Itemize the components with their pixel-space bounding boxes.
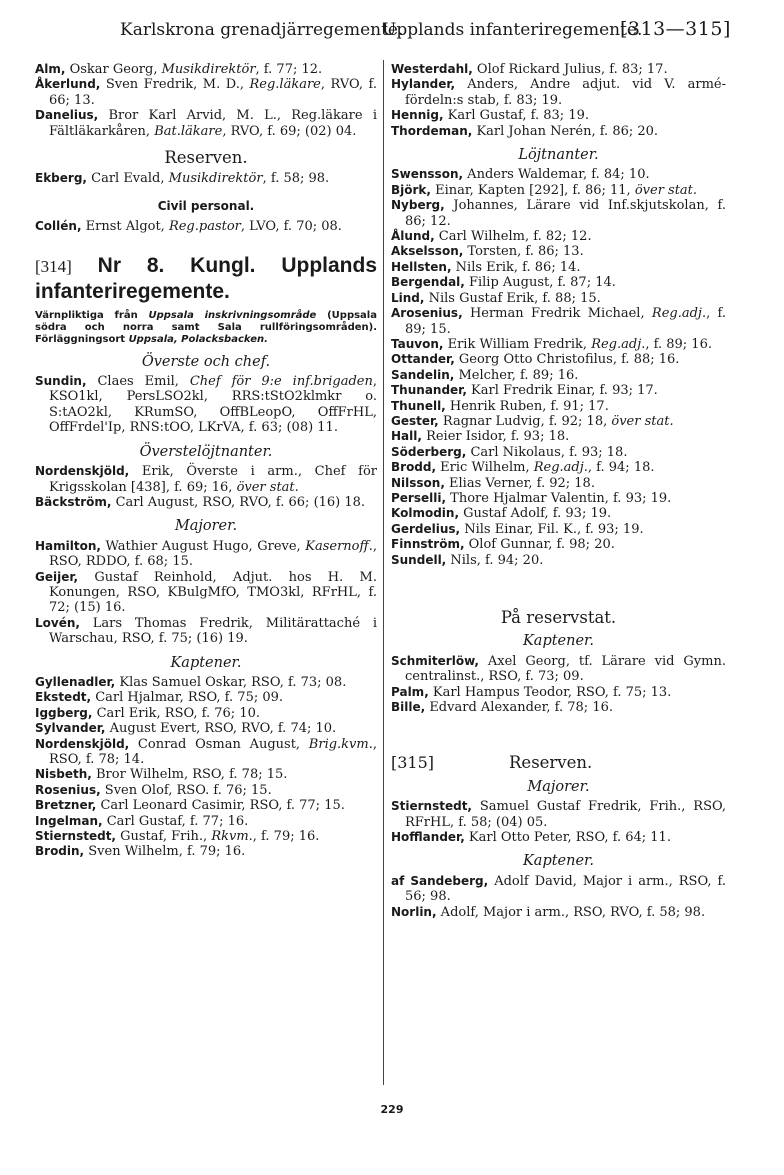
roster-entry: Stiernstedt, Gustaf, Frih., Rkvm., f. 79; 16. (35, 829, 320, 845)
regiment-title: Nr 8. Kungl. Upplands infanteriregemente. (35, 253, 378, 303)
roster-entry: Söderberg, Carl Nikolaus, f. 93; 18. (391, 444, 628, 460)
person-surname: Bille, (391, 700, 426, 715)
roster-entry: Hellsten, Nils Erik, f. 86; 14. (391, 259, 581, 275)
roster-entry: Gyllenadler, Klas Samuel Oskar, RSO, f. 73; 08. (35, 674, 347, 690)
roster-entry: Åkerlund, Sven Fredrik, M. D., Reg.läkare, RVO, f. 66; 13. (35, 77, 378, 108)
entries-top (35, 62, 377, 139)
category-overstelojtnanter: Överstelöjtnanter. (139, 443, 273, 460)
person-surname: Nyberg, (391, 198, 445, 213)
person-surname: Lovén, (35, 615, 80, 630)
regiment-info-a: Värnpliktiga från (35, 309, 149, 321)
roster-entry: Nordenskjöld, Conrad Osman August, Brig.kvm., RSO, f. 78; 14. (35, 736, 377, 767)
roster-entry: Ekberg, Carl Evald, Musikdirektör, f. 58; 98. (35, 171, 330, 187)
roster-entry: Hofflander, Karl Otto Peter, RSO, f. 64; 11. (391, 830, 671, 846)
person-surname: Rosenius, (35, 782, 101, 797)
roster-entry: Gerdelius, Nils Einar, Fil. K., f. 93; 19. (391, 521, 644, 537)
person-surname: Gyllenadler, (35, 674, 116, 689)
person-surname: Norlin, (391, 904, 437, 919)
entry-title: Musikdirektör (161, 62, 256, 77)
roster-entry: Norlin, Adolf, Major i arm., RSO, RVO, f. 58; 98. (391, 904, 706, 920)
person-surname: Bergendal, (391, 275, 465, 290)
category-reservstat-kaptener: Kaptener. (522, 633, 595, 650)
person-surname: Nordenskjöld, (35, 464, 130, 479)
regiment-info-district: Uppsala inskrivningsområde (148, 309, 317, 321)
person-surname: Söderberg, (391, 444, 467, 459)
person-surname: Swensson, (391, 167, 464, 182)
roster-entry: Brodd, Eric Wilhelm, Reg.adj., f. 94; 18. (391, 460, 655, 476)
roster-entry: Ingelman, Carl Gustaf, f. 77; 16. (35, 813, 249, 829)
roster-entry: Swensson, Anders Waldemar, f. 84; 10. (391, 167, 650, 183)
person-surname: Schmiterlöw, (391, 653, 479, 668)
regiment-info (35, 310, 377, 346)
roster-entry: Stiernstedt, Samuel Gustaf Fredrik, Frih., RSO, RFrHL, f. 58; (04) 05. (391, 799, 726, 830)
roster-entry: Sylvander, August Evert, RSO, RVO, f. 74; 10. (35, 721, 337, 737)
person-surname: Ottander, (391, 352, 455, 367)
person-surname: Brodin, (35, 844, 85, 859)
person-surname: Finnström, (391, 537, 465, 552)
person-surname: Akselsson, (391, 244, 464, 259)
roster-entry: Brodin, Sven Wilhelm, f. 79; 16. (35, 844, 246, 860)
roster-entry: Akselsson, Torsten, f. 86; 13. (391, 244, 584, 260)
person-surname: Westerdahl, (391, 62, 473, 76)
person-surname: Iggberg, (35, 705, 93, 720)
section-title-reservstat: På reservstat. (500, 608, 617, 627)
reservstat-list (391, 654, 726, 716)
roster-entry: Hamilton, Wathier August Hugo, Greve, Kasernoff., RSO, RDDO, f. 68; 15. (35, 538, 377, 570)
person-surname: Stiernstedt, (391, 799, 472, 814)
roster-entry: Palm, Karl Hampus Teodor, RSO, f. 75; 13. (391, 684, 672, 700)
category-reserven-kaptener: Kaptener. (522, 853, 595, 870)
roster-entry: Lovén, Lars Thomas Fredrik, Militärattaché i Warschau, RSO, f. 75; (16) 19. (35, 615, 377, 647)
person-surname: Ålund, (391, 229, 435, 244)
person-surname: Nilsson, (391, 475, 445, 490)
roster-entry: Danelius, Bror Karl Arvid, M. L., Reg.läkare i Fältläkarkåren, Bat.läkare, RVO, f. 69; (02) 04. (35, 108, 377, 139)
roster-entry: Hall, Reier Isidor, f. 93; 18. (391, 429, 570, 445)
person-surname: af Sandeberg, (391, 873, 489, 888)
entry-title: Reg.adj. (533, 460, 588, 476)
person-surname: Sundin, (35, 374, 87, 389)
page-number: 229 (380, 1103, 404, 1116)
person-surname: Bäckström, (35, 494, 112, 509)
person-surname: Kolmodin, (391, 506, 459, 521)
roster-entry: af Sandeberg, Adolf David, Major i arm., RSO, f. 56; 98. (391, 873, 726, 905)
category-overste: Överste och chef. (141, 353, 271, 370)
roster-entry: Geijer, Gustaf Reinhold, Adjut. hos H. M. Konungen, RSO, KBulgMfO, TMO3kl, RFrHL, f. 72; (15) 16. (35, 569, 377, 616)
person-surname: Arosenius, (391, 306, 463, 321)
roster-entry: Thunander, Karl Fredrik Einar, f. 93; 17. (391, 383, 658, 399)
person-surname: Thunander, (391, 383, 467, 398)
person-surname: Hofflander, (391, 830, 465, 845)
entry-title: över stat. (634, 182, 698, 198)
person-surname: Hellsten, (391, 259, 452, 274)
category-majorer: Majorer. (174, 518, 238, 535)
roster-entry: Nordenskjöld, Erik, Överste i arm., Chef för Krigsskolan [438], f. 69; 16, över stat. (35, 464, 377, 495)
roster-entry: Sundin, Claes Emil, Chef för 9:e inf.brigaden, KSO1kl, PersLSO2kl, RRS:tStO2klmkr o. S:tAO2kl, KRumSO, OffBLeopO, OffFrHL, OffFrdel'Ip, RNS:tOO, LKrVA, f. 63; (08) 11. (35, 374, 377, 436)
roster-entry: Sundell, Nils, f. 94; 20. (391, 552, 544, 568)
person-surname: Brodd, (391, 460, 437, 475)
roster-entry: Bäckström, Carl August, RSO, RVO, f. 66; (16) 18. (35, 494, 366, 510)
reserven-kaptener-list (391, 874, 726, 920)
reserven-majorer-list (391, 799, 726, 845)
roster-entry: Nyberg, Johannes, Lärare vid Inf.skjutskolan, f. 86; 12. (391, 198, 726, 229)
category-reserven-majorer: Majorer. (527, 778, 590, 795)
lojtnanter-list (391, 167, 726, 568)
entry-title: Rkvm. (211, 829, 253, 845)
roster-entry: Schmiterlöw, Axel Georg, tf. Lärare vid Gymn. centralinst., RSO, f. 73; 09. (391, 653, 726, 685)
reserven-page-ref: [315] (391, 753, 435, 773)
kaptener-list (35, 675, 377, 860)
reserven-entry (35, 171, 377, 186)
entry-title: Brig.kvm. (308, 736, 373, 752)
person-surname: Hylander, (391, 77, 456, 92)
roster-entry: Hennig, Karl Gustaf, f. 83; 19. (391, 108, 589, 124)
roster-entry: Westerdahl, Olof Rickard Julius, f. 83; 17. (391, 62, 668, 77)
roster-entry: Bretzner, Carl Leonard Casimir, RSO, f. 77; 15. (35, 798, 345, 814)
reserven-title: Reserven. (509, 753, 593, 773)
person-surname: Collén, (35, 219, 82, 234)
entry-title: Reg.adj. (591, 336, 646, 352)
running-header (0, 20, 784, 50)
roster-entry: Alm, Oskar Georg, Musikdirektör, f. 77; 12. (35, 62, 323, 77)
roster-entry: Nisbeth, Bror Wilhelm, RSO, f. 78; 15. (35, 767, 288, 783)
regiment-heading (35, 253, 377, 304)
person-surname: Lind, (391, 290, 425, 305)
header-center: Upplands infanteriregemente. (382, 20, 643, 40)
roster-entry: Iggberg, Carl Erik, RSO, f. 76; 10. (35, 705, 260, 721)
person-surname: Danelius, (35, 108, 99, 123)
roster-entry: Björk, Einar, Kapten [292], f. 86; 11, över stat. (391, 182, 698, 198)
person-surname: Hamilton, (35, 538, 101, 553)
right-column (391, 62, 726, 920)
roster-entry: Lind, Nils Gustaf Erik, f. 88; 15. (391, 290, 601, 306)
reserven-heading (391, 753, 726, 773)
person-surname: Bretzner, (35, 798, 97, 813)
person-surname: Stiernstedt, (35, 829, 116, 844)
roster-entry: Sandelin, Melcher, f. 89; 16. (391, 367, 579, 383)
person-surname: Björk, (391, 182, 431, 197)
regiment-info-location: Uppsala, Polacksbacken. (128, 333, 268, 345)
person-surname: Hall, (391, 429, 422, 444)
person-surname: Åkerlund, (35, 77, 101, 92)
roster-entry: Ekstedt, Carl Hjalmar, RSO, f. 75; 09. (35, 690, 284, 706)
entry-title: Chef för 9:e inf.brigaden (189, 374, 373, 390)
majorer-list (35, 539, 377, 647)
roster-entry: Hylander, Anders, Andre adjut. vid V. armé-fördeln:s stab, f. 83; 19. (391, 77, 726, 108)
person-surname: Gerdelius, (391, 521, 461, 536)
person-surname: Thunell, (391, 398, 446, 413)
person-surname: Thordeman, (391, 123, 473, 138)
person-surname: Palm, (391, 684, 429, 699)
civil-entry (35, 219, 377, 234)
right-entries-top (391, 62, 726, 139)
person-surname: Ekstedt, (35, 690, 92, 705)
entry-title: Bat.läkare (154, 123, 223, 139)
roster-entry: Arosenius, Herman Fredrik Michael, Reg.adj., f. 89; 15. (391, 306, 726, 337)
entry-title: över stat. (236, 479, 299, 495)
person-surname: Hennig, (391, 108, 444, 123)
person-surname: Nordenskjöld, (35, 736, 130, 751)
person-surname: Perselli, (391, 490, 447, 505)
roster-entry: Bille, Edvard Alexander, f. 78; 16. (391, 700, 613, 716)
person-surname: Sandelin, (391, 367, 455, 382)
roster-entry: Thunell, Henrik Ruben, f. 91; 17. (391, 398, 609, 414)
column-divider (383, 60, 384, 1085)
section-title-reserven: Reserven. (164, 148, 248, 168)
person-surname: Nisbeth, (35, 767, 92, 782)
category-kaptener: Kaptener. (170, 654, 242, 671)
regiment-page-ref: [314] (35, 256, 72, 276)
entry-title: Musikdirektör (168, 171, 263, 187)
header-page-range: [313—315] (620, 18, 731, 40)
header-left: Karlskrona grenadjärregemente. (120, 20, 404, 40)
roster-entry: Collén, Ernst Algot, Reg.pastor, LVO, f. 70; 08. (35, 219, 342, 235)
section-title-civil: Civil personal. (157, 198, 255, 213)
category-lojtnanter: Löjtnanter. (518, 147, 599, 164)
person-surname: Ekberg, (35, 171, 87, 186)
roster-entry: Finnström, Olof Gunnar, f. 98; 20. (391, 537, 615, 553)
entry-title: Kasernoff. (305, 538, 373, 554)
entry-title: över stat. (611, 413, 674, 429)
regiment-info-b: (Uppsala södra och norra samt Sala rullföringsområden). Förläggningsort (35, 309, 377, 345)
roster-entry: Bergendal, Filip August, f. 87; 14. (391, 275, 616, 291)
roster-entry: Ålund, Carl Wilhelm, f. 82; 12. (391, 229, 592, 245)
roster-entry: Tauvon, Erik William Fredrik, Reg.adj., f. 89; 16. (391, 336, 712, 352)
roster-entry: Gester, Ragnar Ludvig, f. 92; 18, över stat. (391, 413, 674, 429)
person-surname: Gester, (391, 413, 439, 428)
person-surname: Sylvander, (35, 721, 106, 736)
person-surname: Tauvon, (391, 336, 444, 351)
person-surname: Sundell, (391, 552, 447, 567)
roster-entry: Thordeman, Karl Johan Nerén, f. 86; 20. (391, 123, 659, 139)
person-surname: Geijer, (35, 569, 79, 584)
person-surname: Alm, (35, 62, 66, 76)
entry-title: Reg.läkare (249, 77, 321, 93)
person-surname: Ingelman, (35, 813, 103, 828)
roster-entry: Rosenius, Sven Olof, RSO. f. 76; 15. (35, 782, 272, 798)
overste-entry (35, 374, 377, 436)
roster-entry: Nilsson, Elias Verner, f. 92; 18. (391, 475, 595, 491)
left-column (35, 62, 377, 860)
roster-entry: Ottander, Georg Otto Christofilus, f. 88; 16. (391, 352, 680, 368)
entry-title: Reg.pastor (168, 219, 241, 235)
overstelojtnanter-list (35, 464, 377, 510)
roster-entry: Kolmodin, Gustaf Adolf, f. 93; 19. (391, 506, 612, 522)
roster-entry: Perselli, Thore Hjalmar Valentin, f. 93; 19. (391, 490, 672, 506)
entry-title: Reg.adj. (651, 306, 707, 322)
